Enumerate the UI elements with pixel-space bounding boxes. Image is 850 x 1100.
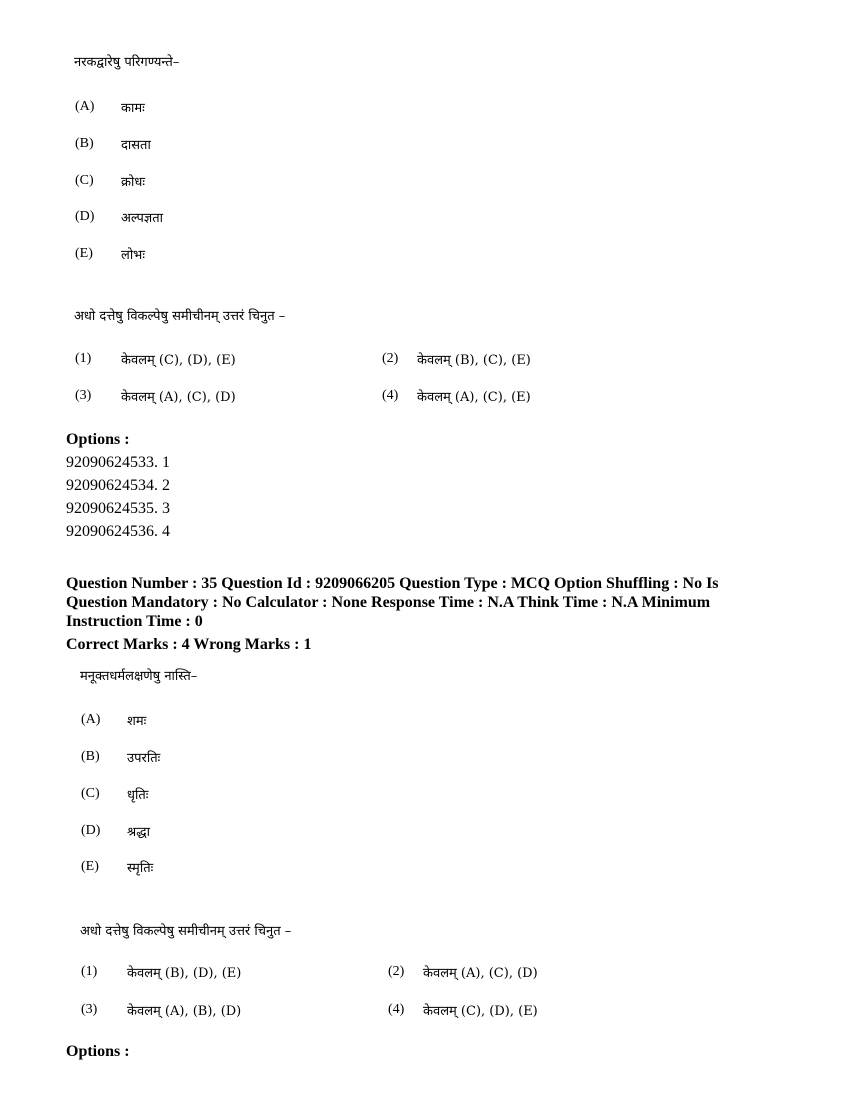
statement-text: दासता — [121, 138, 151, 153]
statement-label: (B) — [75, 136, 94, 151]
statement-label: (A) — [81, 712, 101, 727]
marks-line: Correct Marks : 4 Wrong Marks : 1 — [66, 636, 312, 653]
choice-text: केवलम् (C), (D), (E) — [423, 1004, 538, 1019]
choice-number: (2) — [388, 964, 405, 979]
choice-text: केवलम् (A), (C), (E) — [417, 390, 531, 405]
choice-number: (2) — [382, 351, 399, 366]
statement-label: (E) — [81, 859, 99, 874]
choice-text: केवलम् (B), (C), (E) — [417, 353, 531, 368]
instruction-text: अधो दत्तेषु विकल्पेषु समीचीनम् उत्तरं चिनुत – — [80, 924, 292, 939]
question-stem: मनूक्तधर्मलक्षणेषु नास्ति– — [80, 669, 198, 684]
option-id: 92090624533. 1 — [66, 454, 170, 471]
question-meta-line: Question Number : 35 Question Id : 9209066205 Question Type : MCQ Option Shuffling : No Is — [66, 575, 719, 592]
option-id: 92090624534. 2 — [66, 477, 170, 494]
choice-number: (4) — [382, 388, 399, 403]
statement-label: (A) — [75, 99, 95, 114]
statement-text: स्मृतिः — [127, 861, 154, 876]
instruction-text: अधो दत्तेषु विकल्पेषु समीचीनम् उत्तरं चिनुत – — [74, 309, 286, 324]
options-heading: Options : — [66, 431, 130, 448]
statement-label: (B) — [81, 749, 100, 764]
statement-label: (E) — [75, 246, 93, 261]
statement-text: शमः — [127, 714, 147, 729]
choice-number: (1) — [75, 351, 92, 366]
statement-text: कामः — [121, 101, 145, 116]
question-stem: नरकद्वारेषु परिगण्यन्ते– — [74, 55, 180, 70]
options-heading: Options : — [66, 1043, 130, 1060]
statement-text: लोभः — [121, 248, 145, 263]
option-id: 92090624536. 4 — [66, 523, 170, 540]
choice-text: केवलम् (A), (B), (D) — [127, 1004, 242, 1019]
choice-number: (3) — [75, 388, 92, 403]
choice-text: केवलम् (A), (C), (D) — [423, 966, 538, 981]
choice-number: (3) — [81, 1002, 98, 1017]
statement-label: (D) — [75, 209, 95, 224]
choice-text: केवलम् (C), (D), (E) — [121, 353, 236, 368]
statement-text: क्रोधः — [121, 175, 145, 190]
choice-text: केवलम् (B), (D), (E) — [127, 966, 242, 981]
statement-text: अल्पज्ञता — [121, 211, 164, 226]
question-meta-line: Instruction Time : 0 — [66, 613, 203, 630]
statement-text: श्रद्धा — [127, 825, 150, 840]
option-id: 92090624535. 3 — [66, 500, 170, 517]
question-meta-line: Question Mandatory : No Calculator : None Response Time : N.A Think Time : N.A Minimum — [66, 594, 711, 611]
statement-text: उपरतिः — [127, 751, 161, 766]
choice-text: केवलम् (A), (C), (D) — [121, 390, 236, 405]
statement-text: धृतिः — [127, 788, 149, 803]
statement-label: (C) — [75, 173, 94, 188]
choice-number: (4) — [388, 1002, 405, 1017]
statement-label: (C) — [81, 786, 100, 801]
choice-number: (1) — [81, 964, 98, 979]
statement-label: (D) — [81, 823, 101, 838]
